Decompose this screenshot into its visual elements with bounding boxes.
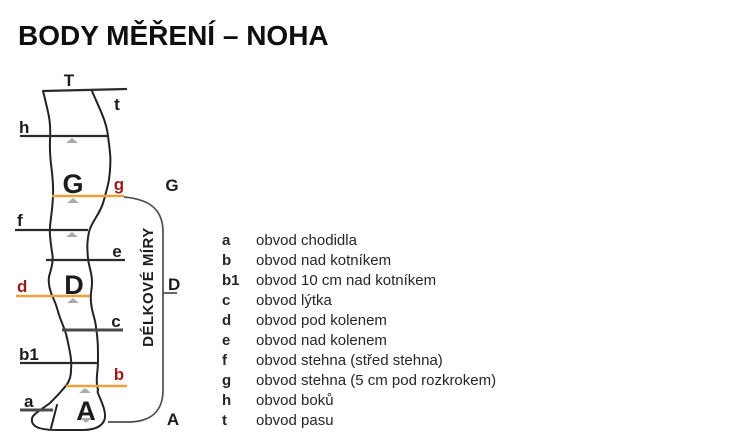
legend-key: d: [222, 312, 232, 329]
legend-desc: obvod stehna (5 cm pod rozkrokem): [256, 372, 497, 389]
legend-row-g: [222, 371, 496, 391]
legend-row-b1: [222, 271, 496, 291]
legend-key: h: [222, 392, 232, 409]
legend-row-b: [222, 251, 496, 271]
label-c: c: [111, 312, 121, 331]
legend-row-h: [222, 391, 496, 411]
label-e: e: [112, 242, 122, 261]
legend-desc: obvod nad kotníkem: [256, 252, 392, 269]
label-d: d: [17, 277, 28, 296]
legend-desc: obvod chodidla: [256, 232, 357, 249]
marker-triangle-f: [66, 232, 78, 237]
label-G-big: G: [62, 169, 84, 199]
legend-desc: obvod nad kolenem: [256, 332, 387, 349]
bracket-label-G: G: [165, 176, 179, 195]
legend-desc: obvod pod kolenem: [256, 312, 387, 329]
legend-row-d: [222, 311, 496, 331]
measure-line-t: [43, 89, 127, 91]
legend-row-f: [222, 351, 496, 371]
label-b: b: [113, 365, 125, 384]
legend-desc: obvod 10 cm nad kotníkem: [256, 272, 437, 289]
legend-row-e: [222, 331, 496, 351]
legend-row-t: [222, 411, 496, 431]
label-b1: b1: [19, 345, 39, 364]
legend-key: g: [222, 372, 232, 389]
legend-desc: obvod stehna (střed stehna): [256, 352, 443, 369]
legend-desc: obvod boků: [256, 392, 334, 409]
black-measure-lines: [15, 89, 127, 363]
legend-desc: obvod lýtka: [256, 292, 332, 309]
legend-key: e: [222, 332, 231, 349]
leg-diagram: [0, 60, 200, 441]
label-h: h: [19, 118, 30, 137]
label-t: t: [114, 95, 120, 114]
bracket-label-D: D: [168, 275, 181, 294]
legend-key: t: [222, 412, 227, 429]
length-measures-axis-label: DÉLKOVÉ MÍRY: [140, 227, 157, 347]
legend-key: b1: [222, 272, 240, 289]
legend-key: a: [222, 232, 231, 249]
legend-row-a: [222, 231, 496, 251]
label-g: g: [113, 175, 125, 194]
label-D-big: D: [64, 270, 84, 300]
legend: [222, 231, 496, 431]
marker-triangle-h: [66, 138, 78, 143]
legend-key: f: [222, 352, 227, 369]
label-T: T: [63, 71, 75, 90]
legend-key: b: [222, 252, 232, 269]
label-f: f: [17, 211, 23, 230]
label-A-big: A: [76, 396, 96, 426]
page-title: BODY MĚŘENÍ – NOHA: [18, 20, 329, 51]
bracket-label-A: A: [166, 410, 180, 429]
legend-key: c: [222, 292, 231, 309]
marker-triangle-b: [79, 388, 91, 393]
toe-cap-line: [51, 405, 57, 428]
legend-row-c: [222, 291, 496, 311]
legend-desc: obvod pasu: [256, 412, 334, 429]
label-a: a: [24, 392, 34, 411]
